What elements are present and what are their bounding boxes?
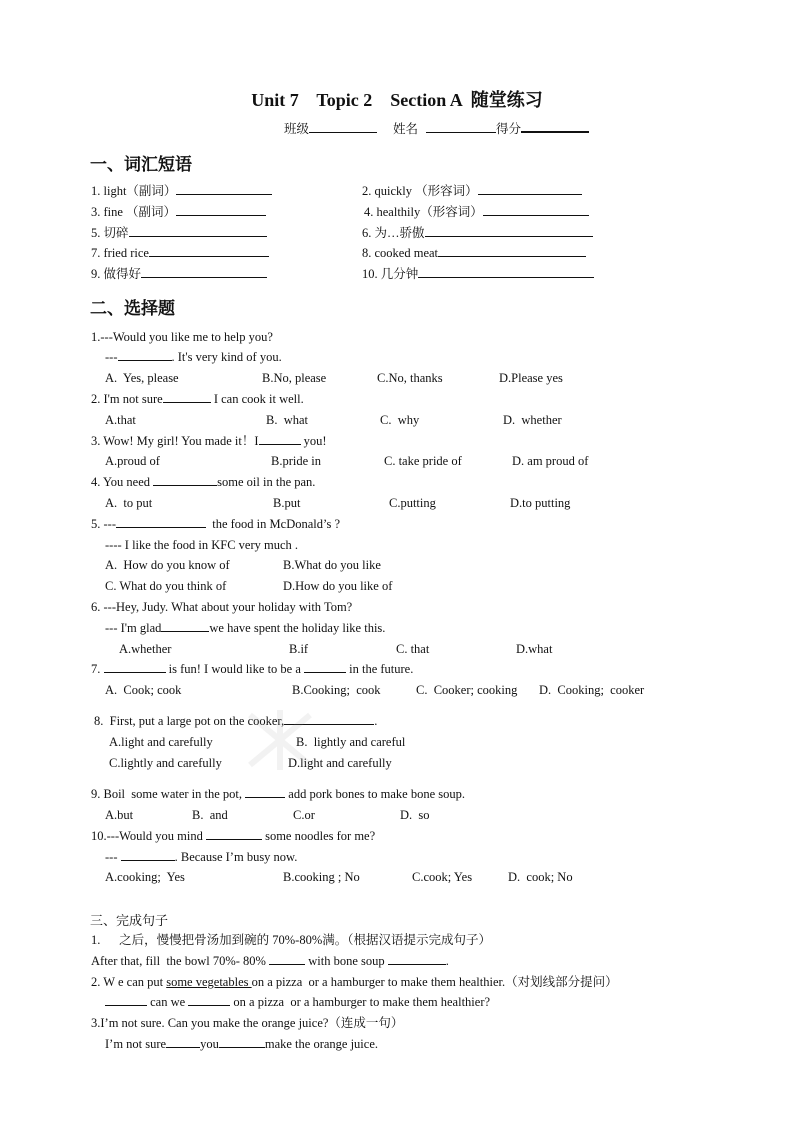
text: --- <box>105 350 118 364</box>
question-text <box>91 786 465 802</box>
option-b[interactable]: B.if <box>289 642 309 656</box>
answer-blank[interactable] <box>219 1036 265 1048</box>
text: you <box>200 1037 219 1051</box>
answer-blank[interactable] <box>176 183 272 195</box>
vocab-prompt: 1. light（副词） <box>91 184 177 198</box>
vocab-item <box>91 266 267 282</box>
option-d[interactable]: D. whether <box>503 413 562 427</box>
vocab-prompt: 9. 做得好 <box>91 267 142 281</box>
text: on a pizza or a hamburger to make them healthier? <box>230 995 491 1009</box>
answer-blank[interactable] <box>105 994 147 1006</box>
option-a[interactable]: A. to put <box>105 496 153 510</box>
text: 8. First, put a large pot on the cooker, <box>94 714 285 728</box>
question-text <box>91 661 413 677</box>
sentence-line <box>105 1036 378 1052</box>
answer-blank[interactable] <box>388 953 446 965</box>
option-c[interactable]: C. that <box>396 642 430 656</box>
answer-blank[interactable] <box>418 266 594 278</box>
vocab-item <box>91 245 269 261</box>
text: make the orange juice. <box>264 1037 379 1051</box>
answer-blank[interactable] <box>166 1036 200 1048</box>
question-text <box>91 433 327 449</box>
option-c[interactable]: C. What do you think of <box>105 579 227 593</box>
vocab-item <box>362 245 586 261</box>
question-text <box>91 474 315 490</box>
name-label: 姓名 <box>393 122 419 136</box>
text: 3. Wow! My girl! You made it！I <box>91 434 259 448</box>
option-d[interactable]: D.to putting <box>510 496 571 510</box>
text: 5. --- <box>91 517 116 531</box>
option-a[interactable]: A.whether <box>119 642 172 656</box>
text: add pork bones to make bone soup. <box>285 787 465 801</box>
answer-blank[interactable] <box>188 994 230 1006</box>
question-text <box>105 620 385 636</box>
question-text <box>91 516 340 532</box>
score-label: 得分 <box>496 122 522 136</box>
answer-blank[interactable] <box>163 391 211 403</box>
question-text <box>105 349 282 365</box>
option-a[interactable]: A.but <box>105 808 134 822</box>
sentence-prompt: 1. 之后，慢慢把骨汤加到碗的 70%-80%满。（根据汉语提示完成句子） <box>91 933 491 947</box>
vocab-prompt: 10. 几分钟 <box>362 267 419 281</box>
text: 9. Boil some water in the pot, <box>91 787 246 801</box>
text: --- I'm glad <box>105 621 162 635</box>
option-b[interactable]: B. and <box>192 808 228 822</box>
text: I’m not sure <box>105 1037 167 1051</box>
vocab-item <box>91 183 272 199</box>
answer-blank[interactable] <box>259 433 301 445</box>
answer-blank[interactable] <box>141 266 267 278</box>
option-b[interactable]: B.What do you like <box>283 558 381 572</box>
option-c[interactable]: C.putting <box>389 496 436 510</box>
option-b[interactable]: B.cooking ; No <box>283 870 360 884</box>
option-a[interactable]: A.that <box>105 413 136 427</box>
text: some oil in the pan. <box>217 475 316 489</box>
vocab-item <box>362 266 594 282</box>
text: . Because I’m busy now. <box>174 850 298 864</box>
option-d[interactable]: D.Please yes <box>499 371 563 385</box>
vocab-prompt: 5. 切碎 <box>91 226 129 240</box>
text: 7. <box>91 662 104 676</box>
option-c[interactable]: C.lightly and carefully <box>109 756 222 770</box>
answer-blank[interactable] <box>161 620 209 632</box>
option-d[interactable]: D.what <box>516 642 553 656</box>
answer-blank[interactable] <box>149 245 269 257</box>
option-a[interactable]: A. Cook; cook <box>105 683 182 697</box>
text: in the future. <box>346 662 414 676</box>
answer-blank[interactable] <box>269 953 305 965</box>
section2-heading: 二、选择题 <box>90 299 175 319</box>
answer-blank[interactable] <box>483 204 589 216</box>
option-d[interactable]: D. so <box>400 808 430 822</box>
text: 4. You need <box>91 475 154 489</box>
answer-blank[interactable] <box>104 661 166 673</box>
answer-blank[interactable] <box>245 786 285 798</box>
vocab-prompt: 3. fine （副词） <box>91 205 177 219</box>
answer-blank[interactable] <box>478 183 582 195</box>
answer-blank[interactable] <box>153 474 217 486</box>
option-b[interactable]: B. what <box>266 413 309 427</box>
question-text <box>105 849 297 865</box>
vocab-item <box>91 225 267 241</box>
sentence-prompt <box>91 974 618 990</box>
option-d[interactable]: D. Cooking; cooker <box>539 683 645 697</box>
question-text <box>91 391 304 407</box>
question-text: ---- I like the food in KFC very much . <box>105 538 299 552</box>
text: . <box>374 714 378 728</box>
underlined-phrase: some vegetables <box>166 975 252 989</box>
text: on a pizza or a hamburger to make them healthier.（对划线部分提问） <box>251 975 618 989</box>
text: . <box>445 954 449 968</box>
vocab-prompt: 2. quickly （形容词） <box>362 184 478 198</box>
answer-blank[interactable] <box>116 516 206 528</box>
text: 10.---Would you mind <box>91 829 206 843</box>
score-blank[interactable] <box>521 120 589 133</box>
question-text <box>91 828 375 844</box>
option-d[interactable]: D. am proud of <box>512 454 589 468</box>
option-a[interactable]: A. How do you know of <box>105 558 230 572</box>
sentence-prompt: 3.I’m not sure. Can you make the orange juice?（连成一句） <box>91 1016 404 1030</box>
option-c[interactable]: C. Cooker; cooking <box>416 683 518 697</box>
section1-heading: 一、词汇短语 <box>90 155 192 175</box>
text: some noodles for me? <box>261 829 376 843</box>
vocab-prompt: 6. 为…骄傲 <box>362 226 425 240</box>
option-d[interactable]: D.light and carefully <box>288 756 392 770</box>
question-text <box>94 713 377 729</box>
option-c[interactable]: C.cook; Yes <box>412 870 473 884</box>
option-c[interactable]: C. take pride of <box>384 454 462 468</box>
answer-blank[interactable] <box>438 245 586 257</box>
option-c[interactable]: C.No, thanks <box>377 371 443 385</box>
vocab-item <box>364 204 589 220</box>
option-a[interactable]: A.cooking; Yes <box>105 870 185 884</box>
page-title: Unit 7 Topic 2 Section A 随堂练习 <box>251 90 543 110</box>
option-a[interactable]: A.light and carefully <box>109 735 213 749</box>
option-d[interactable]: D.How do you like of <box>283 579 393 593</box>
text: we have spent the holiday like this. <box>209 621 386 635</box>
answer-blank[interactable] <box>118 349 172 361</box>
class-blank[interactable] <box>309 121 377 133</box>
option-c[interactable]: C.or <box>293 808 315 822</box>
text: . It's very kind of you. <box>171 350 282 364</box>
option-b[interactable]: B.Cooking; cook <box>292 683 381 697</box>
option-b[interactable]: B. lightly and careful <box>296 735 406 749</box>
vocab-item <box>91 204 266 220</box>
option-b[interactable]: B.put <box>273 496 301 510</box>
option-b[interactable]: B.pride in <box>271 454 321 468</box>
section3-heading: 三、完成句子 <box>90 914 169 929</box>
vocab-item <box>362 183 582 199</box>
text: can we <box>147 995 189 1009</box>
answer-blank[interactable] <box>129 225 267 237</box>
text: --- <box>105 850 121 864</box>
text: 2. W e can put <box>91 975 167 989</box>
text: you! <box>300 434 327 448</box>
text: 2. I'm not sure <box>91 392 163 406</box>
sentence-line <box>91 953 449 969</box>
answer-blank[interactable] <box>176 204 266 216</box>
text: is fun! I would like to be a <box>165 662 305 676</box>
sentence-line <box>105 994 490 1010</box>
vocab-item <box>362 225 593 241</box>
question-text: 1.---Would you like me to help you? <box>91 330 273 344</box>
answer-blank[interactable] <box>425 225 593 237</box>
answer-blank[interactable] <box>206 828 262 840</box>
vocab-prompt: 4. healthily（形容词） <box>364 205 483 219</box>
text: with bone soup <box>305 954 388 968</box>
answer-blank[interactable] <box>121 849 175 861</box>
class-name-score-line <box>284 120 589 137</box>
option-c[interactable]: C. why <box>380 413 420 427</box>
watermark-logo <box>240 705 320 775</box>
option-d[interactable]: D. cook; No <box>508 870 573 884</box>
question-text: 6. ---Hey, Judy. What about your holiday with Tom? <box>91 600 353 614</box>
class-label: 班级 <box>284 122 310 136</box>
name-blank[interactable] <box>426 121 496 133</box>
vocab-prompt: 7. fried rice <box>91 246 149 260</box>
text: the food in McDonald’s ? <box>206 517 341 531</box>
text: After that, fill the bowl 70%- 80% <box>91 954 270 968</box>
vocab-prompt: 8. cooked meat <box>362 246 439 260</box>
option-a[interactable]: A. Yes, please <box>105 371 179 385</box>
option-b[interactable]: B.No, please <box>262 371 327 385</box>
option-a[interactable]: A.proud of <box>105 454 160 468</box>
text: I can cook it well. <box>210 392 304 406</box>
answer-blank[interactable] <box>304 661 346 673</box>
